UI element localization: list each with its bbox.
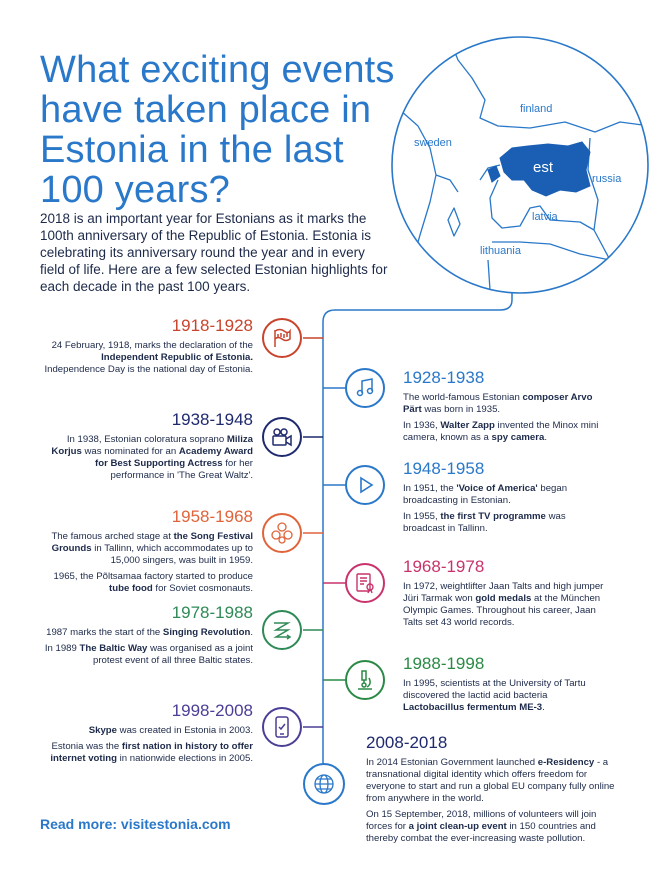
faces-icon [262, 513, 302, 553]
film-camera-icon [262, 417, 302, 457]
decade-label: 1928-1938 [403, 368, 485, 387]
certificate-icon [345, 563, 385, 603]
microscope-icon [345, 660, 385, 700]
decade-label: 1958-1968 [171, 507, 253, 526]
decade-label: 1978-1988 [171, 603, 253, 622]
flag-icon [262, 318, 302, 358]
event-1928: 1928-1938 The world-famous Estonian composer Arvo Pärt was born in 1935. In 1936, Walter Zapp invented the Minox mini camera, known as a spy camera. [403, 368, 608, 448]
event-1938: 1938-1948 In 1938, Estonian coloratura soprano Miliza Korjus was nominated for an Academy Award for Best Supporting Actress for her performance in 'The Great Waltz'. [40, 410, 253, 486]
play-icon [345, 465, 385, 505]
decade-label: 1968-1978 [403, 557, 485, 576]
event-1948: 1948-1958 In 1951, the 'Voice of America' began broadcasting in Estonian. In 1955, the first TV programme was broadcast in Tallinn. [403, 459, 598, 539]
baltic-map [380, 30, 660, 300]
event-1998: 1998-2008 Skype was created in Estonia in 2003. Estonia was the first nation in history to offer internet voting in nationwide elections in 2005. [40, 701, 253, 769]
decade-label: 1998-2008 [171, 701, 253, 720]
event-1988: 1988-1998 In 1995, scientists at the University of Tartu discovered the lactid acid bacteria Lactobacillus fermentum ME-3. [403, 654, 603, 718]
intro-text: 2018 is an important year for Estonians as it marks the 100th anniversary of the Republic of Estonia. Estonia is celebrating its anniversary round the year and in every field of life. Here are a few selected Estonian highlights for each decade in the past 100 years. [40, 211, 388, 294]
map-label-lithuania: lithuania [480, 245, 521, 257]
decade-label: 1938-1948 [171, 410, 253, 429]
read-more-link[interactable]: visitestonia.com [120, 816, 231, 832]
event-1968: 1968-1978 In 1972, weightlifter Jaan Talts and high jumper Jüri Tarmak won gold medals at the München Olympic Games. Throughout his career, Jaan Talts set 43 world records. [403, 557, 613, 633]
phone-check-icon [262, 707, 302, 747]
map-label-russia: russia [592, 173, 622, 185]
route-icon [262, 610, 302, 650]
decade-label: 1988-1998 [403, 654, 485, 673]
map-label-sweden: sweden [414, 137, 452, 149]
decade-label: 1948-1958 [403, 459, 485, 478]
map-label-latvia: latvia [532, 211, 558, 223]
read-more-label: Read more: [40, 816, 121, 832]
globe-icon [303, 763, 345, 805]
map-label-est: est [533, 159, 554, 176]
event-1958: 1958-1968 The famous arched stage at the Song Festival Grounds in Tallinn, which accommodates up to 15,000 singers, was built in 1959. 1965, the Põltsamaa factory started to produce tube food for Soviet cosmonauts. [40, 507, 253, 599]
read-more [40, 816, 231, 832]
event-2008: 2008-2018 In 2014 Estonian Government launched e-Residency - a transnational digital identity which offers freedom for everyone to start and run a global EU company fully online from anywhere in the world. On 15 September, 2018, millions of volunteers will join forces for a joint clean-up event in 150 countries and thereby combat the ever-increasing waste pollution. [366, 733, 615, 844]
decade-label: 2008-2018 [366, 733, 448, 752]
event-1918: 1918-1928 24 February, 1918, marks the declaration of the Independent Republic of Estonia. Independence Day is the national day of Estonia. [40, 316, 253, 380]
decade-label: 1918-1928 [171, 316, 253, 335]
music-note-icon [345, 368, 385, 408]
map-label-finland: finland [520, 103, 553, 115]
page-title: What exciting events have taken place in Estonia in the last 100 years? [40, 49, 395, 211]
event-1978: 1978-1988 1987 marks the start of the Singing Revolution. In 1989 The Baltic Way was organised as a joint protest event of all three Baltic states. [40, 603, 253, 671]
